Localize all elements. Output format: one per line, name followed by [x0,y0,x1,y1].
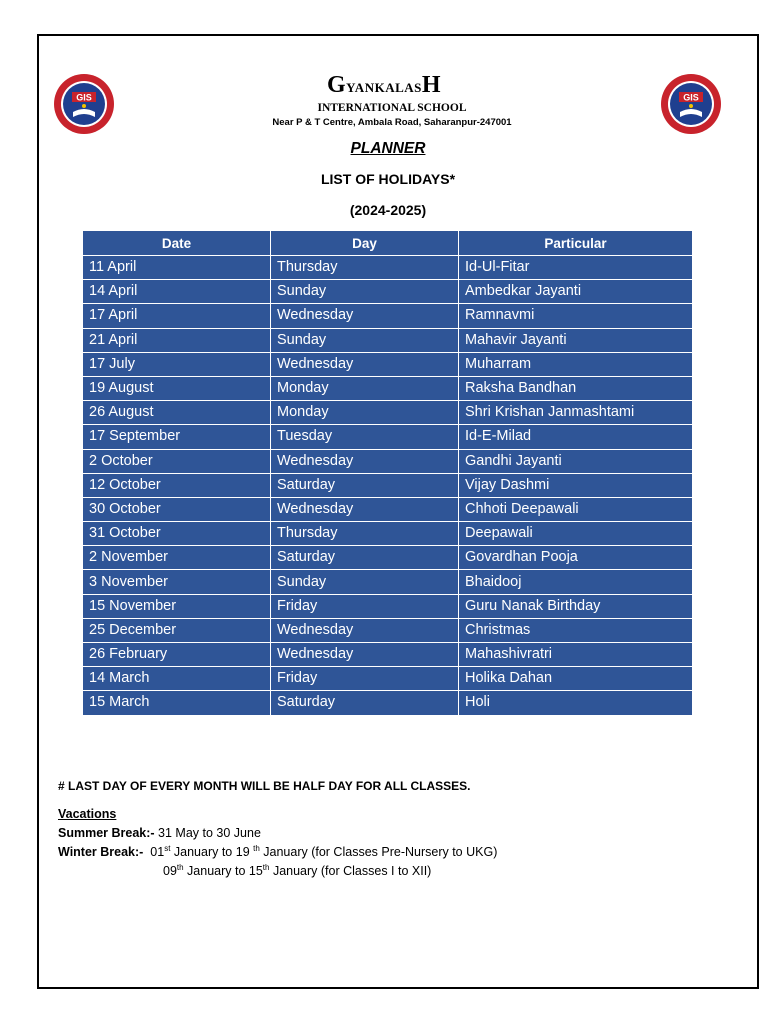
cell-particular: Govardhan Pooja [459,546,693,570]
cell-particular: Vijay Dashmi [459,473,693,497]
cell-date: 14 March [83,667,271,691]
cell-particular: Mahavir Jayanti [459,328,693,352]
cell-day: Saturday [271,691,459,715]
cell-day: Wednesday [271,352,459,376]
cell-particular: Shri Krishan Janmashtami [459,401,693,425]
table-row [83,570,693,594]
planner-title: PLANNER [350,140,426,157]
winter-break-line-1 [58,845,497,859]
cell-date: 3 November [83,570,271,594]
winter-2-mid: January to 15 [183,864,263,878]
table-row [83,449,693,473]
cell-day: Monday [271,376,459,400]
cell-date: 30 October [83,497,271,521]
winter-1-mid: January to 19 [170,845,254,859]
column-header-date: Date [83,231,271,256]
table-row [83,618,693,642]
winter-break-label: Winter Break:- [58,845,144,859]
table-row [83,667,693,691]
table-row [83,497,693,521]
cell-day: Sunday [271,570,459,594]
table-row [83,594,693,618]
logo-text-left: GIS [76,92,92,103]
half-day-note: # LAST DAY OF EVERY MONTH WILL BE HALF DAY FOR ALL CLASSES. [58,779,471,793]
holiday-table [82,230,693,716]
logo-text-right: GIS [683,92,699,103]
school-subtitle: INTERNATIONAL SCHOOL [317,102,467,114]
cell-date: 26 August [83,401,271,425]
table-row [83,256,693,280]
cell-day: Friday [271,594,459,618]
cell-day: Sunday [271,280,459,304]
cell-date: 26 February [83,643,271,667]
cell-particular: Id-Ul-Fitar [459,256,693,280]
school-name-mid: yankalas [346,76,422,97]
cell-particular: Id-E-Milad [459,425,693,449]
cell-day: Wednesday [271,643,459,667]
cell-date: 11 April [83,256,271,280]
summer-break-line [58,826,261,840]
cell-day: Wednesday [271,304,459,328]
cell-date: 21 April [83,328,271,352]
table-row [83,376,693,400]
cell-particular: Muharram [459,352,693,376]
winter-2-end-suffix: th [262,862,270,872]
table-row [83,473,693,497]
winter-1-end-suffix: th [253,843,260,853]
cell-day: Saturday [271,546,459,570]
winter-2-start-suffix: th [176,862,184,872]
table-row [83,643,693,667]
cell-date: 15 November [83,594,271,618]
table-row [83,304,693,328]
cell-day: Monday [271,401,459,425]
cell-date: 12 October [83,473,271,497]
list-title: LIST OF HOLIDAYS* [320,171,456,187]
table-row [83,280,693,304]
cell-particular: Bhaidooj [459,570,693,594]
table-row [83,522,693,546]
table-row [83,546,693,570]
column-header-day: Day [271,231,459,256]
winter-1-start-day: 01 [150,845,165,859]
school-name-last: H [421,72,442,98]
school-address: Near P & T Centre, Ambala Road, Saharanpur-247001 [272,117,512,128]
vacations-heading: Vacations [58,807,117,821]
cell-particular: Chhoti Deepawali [459,497,693,521]
cell-date: 14 April [83,280,271,304]
cell-date: 15 March [83,691,271,715]
winter-1-start-suffix: st [164,843,171,853]
cell-day: Friday [271,667,459,691]
table-row [83,691,693,715]
cell-date: 17 July [83,352,271,376]
cell-date: 2 October [83,449,271,473]
winter-2-end: January (for Classes I to XII) [269,864,432,878]
cell-day: Sunday [271,328,459,352]
summer-break-text: 31 May to 30 June [154,826,261,840]
table-row [83,328,693,352]
cell-particular: Holi [459,691,693,715]
winter-break-line-2 [163,864,431,878]
cell-particular: Christmas [459,618,693,642]
cell-particular: Guru Nanak Birthday [459,594,693,618]
cell-day: Wednesday [271,497,459,521]
summer-break-label: Summer Break:- [58,826,155,840]
cell-date: 2 November [83,546,271,570]
cell-day: Wednesday [271,449,459,473]
cell-particular: Ambedkar Jayanti [459,280,693,304]
winter-2-start-day: 09 [163,864,177,878]
table-row [83,425,693,449]
school-name [0,72,768,99]
cell-date: 17 April [83,304,271,328]
cell-day: Wednesday [271,618,459,642]
cell-particular: Deepawali [459,522,693,546]
cell-particular: Ramnavmi [459,304,693,328]
winter-1-end: January (for Classes Pre-Nursery to UKG) [259,845,498,859]
cell-particular: Holika Dahan [459,667,693,691]
cell-date: 25 December [83,618,271,642]
cell-day: Thursday [271,256,459,280]
school-name-first: G [326,72,347,98]
cell-date: 31 October [83,522,271,546]
table-row [83,401,693,425]
cell-particular: Mahashivratri [459,643,693,667]
cell-day: Saturday [271,473,459,497]
cell-day: Thursday [271,522,459,546]
cell-date: 17 September [83,425,271,449]
table-row [83,352,693,376]
cell-particular: Raksha Bandhan [459,376,693,400]
table-header-row [83,231,693,256]
cell-particular: Gandhi Jayanti [459,449,693,473]
cell-day: Tuesday [271,425,459,449]
column-header-particular: Particular [459,231,693,256]
session-year: (2024-2025) [349,202,427,218]
holiday-table-body [83,256,693,716]
cell-date: 19 August [83,376,271,400]
